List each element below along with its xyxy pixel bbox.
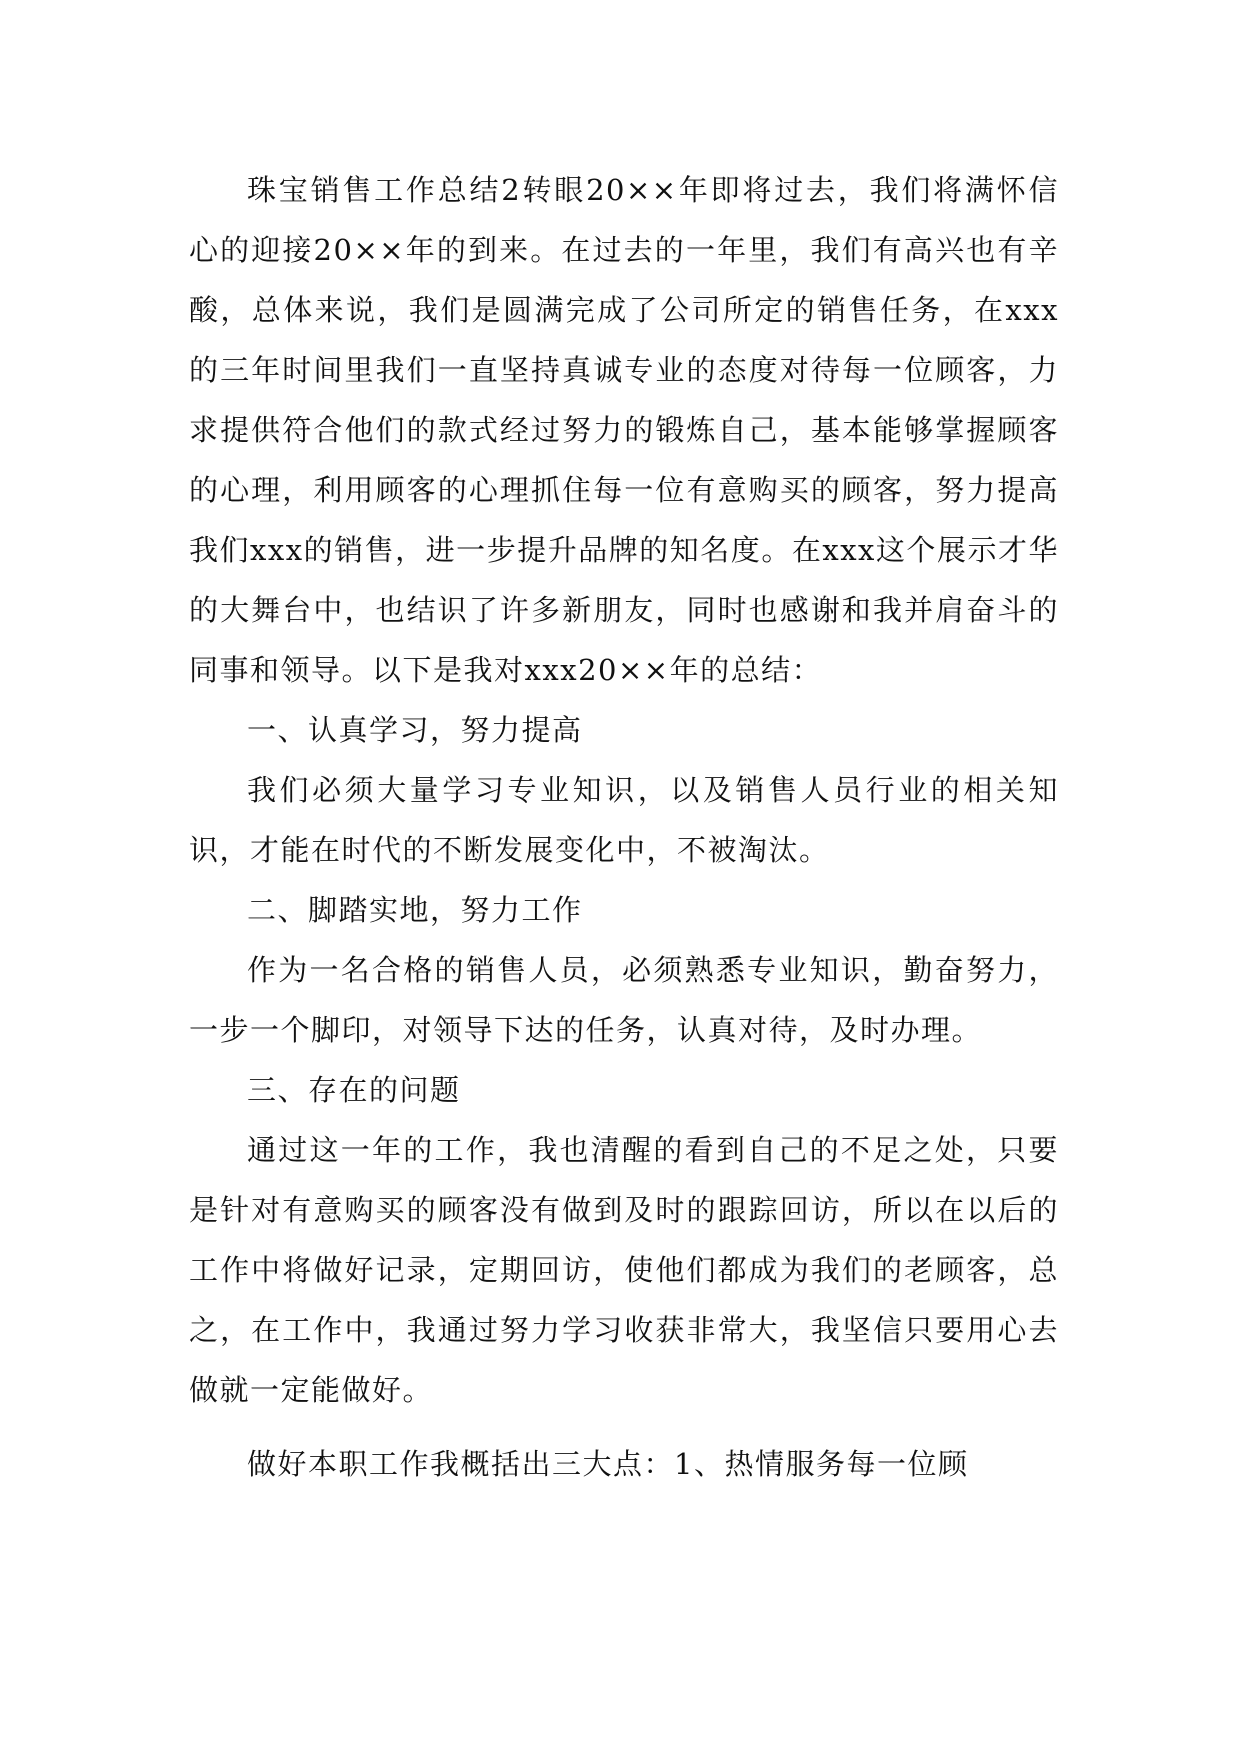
section-heading-3: 三、存在的问题 — [247, 1073, 461, 1107]
paragraph-section-1: 我们必须大量学习专业知识，以及销售人员行业的相关知识，才能在时代的不断发展变化中，不被淘汰。 — [189, 773, 1059, 867]
paragraph-summary: 做好本职工作我概括出三大点：1、热情服务每一位顾 — [247, 1447, 969, 1481]
paragraph-section-2: 作为一名合格的销售人员，必须熟悉专业知识，勤奋努力，一步一个脚印，对领导下达的任务，认真对待，及时办理。 — [189, 953, 1059, 1047]
paragraph-section-3: 通过这一年的工作，我也清醒的看到自己的不足之处，只要是针对有意购买的顾客没有做到及时的跟踪回访，所以在以后的工作中将做好记录，定期回访，使他们都成为我们的老顾客，总之，在工作中，我通过努力学习收获非常大，我坚信只要用心去做就一定能做好。 — [189, 1133, 1059, 1407]
paragraph-intro: 珠宝销售工作总结2转眼20××年即将过去，我们将满怀信心的迎接20××年的到来。在过去的一年里，我们有高兴也有辛酸，总体来说，我们是圆满完成了公司所定的销售任务，在xxx的三年时间里我们一直坚持真诚专业的态度对待每一位顾客，力求提供符合他们的款式经过努力的锻炼自己，基本能够掌握顾客的心理，利用顾客的心理抓住每一位有意购买的顾客，努力提高我们xxx的销售，进一步提升品牌的知名度。在xxx这个展示才华的大舞台中，也结识了许多新朋友，同时也感谢和我并肩奋斗的同事和领导。以下是我对xxx20××年的总结： — [189, 173, 1059, 687]
section-heading-1: 一、认真学习，努力提高 — [247, 713, 583, 747]
document-page — [189, 160, 1059, 1494]
section-heading-2: 二、脚踏实地，努力工作 — [247, 893, 583, 927]
